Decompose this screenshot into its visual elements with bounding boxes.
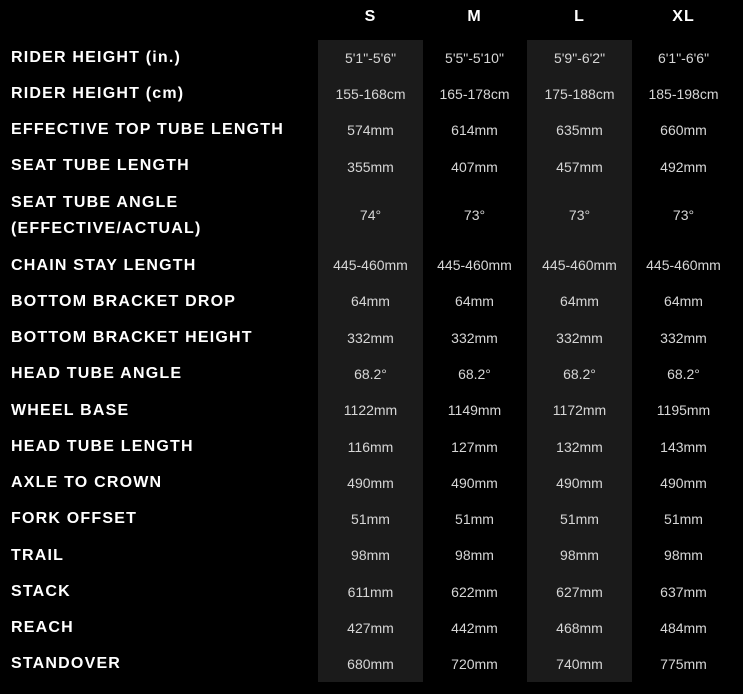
table-cell-m: 720mm — [451, 656, 498, 672]
table-cell-xl: 64mm — [664, 293, 703, 309]
table-cell-xl: 332mm — [660, 330, 707, 346]
table-cell-s: 611mm — [347, 584, 394, 600]
row-label — [11, 361, 311, 387]
row-label — [11, 45, 311, 71]
table-cell-l: 68.2° — [563, 366, 596, 382]
table-cell-l: 64mm — [560, 293, 599, 309]
row-label-text: REACH — [11, 619, 74, 636]
table-cell-l: 627mm — [556, 584, 603, 600]
row-label — [11, 81, 311, 107]
table-cell-xl: 6'1"-6'6" — [657, 50, 710, 66]
row-label — [11, 434, 311, 460]
table-cell-s: 332mm — [347, 330, 394, 346]
table-cell-m: 51mm — [455, 511, 494, 527]
row-label-text: HEAD TUBE ANGLE — [11, 365, 183, 382]
table-cell-s: 64mm — [351, 293, 390, 309]
row-label-text: SEAT TUBE LENGTH — [11, 157, 190, 174]
table-cell-l: 490mm — [556, 475, 603, 491]
table-cell-l: 468mm — [556, 620, 603, 636]
table-cell-m: 332mm — [451, 330, 498, 346]
table-cell-m: 490mm — [451, 475, 498, 491]
row-label — [11, 398, 311, 424]
table-cell-m: 5'5"-5'10" — [445, 50, 504, 66]
row-label-text: WHEEL BASE — [11, 402, 130, 419]
row-label — [11, 153, 311, 179]
row-label-text: FORK OFFSET — [11, 510, 138, 527]
row-label-text: AXLE TO CROWN — [11, 474, 163, 491]
row-label-text: SEAT TUBE ANGLE — [11, 194, 179, 211]
table-cell-s: 5'1"-5'6" — [344, 50, 397, 66]
table-cell-l: 445-460mm — [542, 257, 617, 273]
table-cell-s: 427mm — [347, 620, 394, 636]
table-cell-m: 407mm — [451, 159, 498, 175]
table-cell-s: 98mm — [351, 547, 390, 563]
table-cell-m: 98mm — [455, 547, 494, 563]
row-label-text: CHAIN STAY LENGTH — [11, 257, 197, 274]
table-cell-l: 5'9"-6'2" — [553, 50, 606, 66]
table-cell-s: 1122mm — [343, 402, 398, 418]
table-cell-xl: 68.2° — [667, 366, 700, 382]
row-label-text: STACK — [11, 583, 71, 600]
table-cell-s: 355mm — [347, 159, 394, 175]
table-cell-l: 51mm — [560, 511, 599, 527]
table-cell-xl: 492mm — [660, 159, 707, 175]
table-cell-l: 635mm — [556, 122, 603, 138]
table-cell-xl: 660mm — [660, 122, 707, 138]
table-cell-m: 622mm — [451, 584, 498, 600]
table-cell-s: 155-168cm — [335, 86, 406, 102]
table-cell-s: 574mm — [347, 122, 394, 138]
row-label — [11, 543, 311, 569]
table-cell-xl: 775mm — [660, 656, 707, 672]
table-cell-m: 127mm — [451, 439, 498, 455]
size-header-xl: XL — [672, 8, 695, 25]
row-label-text: TRAIL — [11, 547, 65, 564]
row-label-text: EFFECTIVE TOP TUBE LENGTH — [11, 121, 284, 138]
table-cell-xl: 490mm — [660, 475, 707, 491]
row-label — [11, 325, 311, 351]
table-cell-xl: 143mm — [660, 439, 707, 455]
table-cell-l: 132mm — [556, 439, 603, 455]
size-header-row — [0, 8, 743, 36]
table-cell-xl: 73° — [672, 207, 695, 223]
table-cell-l: 73° — [568, 207, 591, 223]
table-cell-xl: 637mm — [660, 584, 707, 600]
table-cell-m: 445-460mm — [437, 257, 512, 273]
row-label-text: RIDER HEIGHT (cm) — [11, 85, 185, 102]
table-cell-xl: 185-198cm — [648, 86, 719, 102]
table-cell-xl: 484mm — [660, 620, 707, 636]
row-label — [11, 253, 311, 279]
size-header-m: M — [467, 8, 482, 25]
row-label — [11, 651, 311, 677]
table-cell-s: 680mm — [347, 656, 394, 672]
table-cell-l: 98mm — [560, 547, 599, 563]
row-label-text: BOTTOM BRACKET DROP — [11, 293, 237, 310]
table-cell-s: 68.2° — [354, 366, 387, 382]
table-cell-s: 74° — [359, 207, 382, 223]
row-label — [11, 190, 311, 242]
row-label-text: RIDER HEIGHT (in.) — [11, 49, 182, 66]
row-label — [11, 615, 311, 641]
table-cell-s: 51mm — [351, 511, 390, 527]
table-cell-xl: 98mm — [664, 547, 703, 563]
size-header-l: L — [574, 8, 585, 25]
table-cell-s: 445-460mm — [333, 257, 408, 273]
row-label-text: STANDOVER — [11, 655, 122, 672]
row-label-text: BOTTOM BRACKET HEIGHT — [11, 329, 253, 346]
table-cell-m: 64mm — [455, 293, 494, 309]
table-cell-s: 490mm — [347, 475, 394, 491]
row-label-text: HEAD TUBE LENGTH — [11, 438, 194, 455]
table-cell-m: 614mm — [451, 122, 498, 138]
table-cell-s: 116mm — [347, 439, 394, 455]
size-header-s: S — [364, 8, 377, 25]
table-cell-m: 73° — [463, 207, 486, 223]
row-label — [11, 289, 311, 315]
row-label — [11, 579, 311, 605]
table-cell-l: 457mm — [556, 159, 603, 175]
row-label-text-line2: (EFFECTIVE/ACTUAL) — [11, 220, 202, 237]
table-cell-m: 1149mm — [447, 402, 502, 418]
table-cell-m: 68.2° — [458, 366, 491, 382]
table-cell-l: 175-188cm — [544, 86, 615, 102]
table-cell-m: 165-178cm — [439, 86, 510, 102]
table-cell-m: 442mm — [451, 620, 498, 636]
table-cell-xl: 1195mm — [656, 402, 711, 418]
table-cell-l: 1172mm — [552, 402, 607, 418]
table-cell-l: 740mm — [556, 656, 603, 672]
table-cell-l: 332mm — [556, 330, 603, 346]
row-label — [11, 506, 311, 532]
row-label — [11, 117, 311, 143]
table-cell-xl: 51mm — [664, 511, 703, 527]
row-label — [11, 470, 311, 496]
table-cell-xl: 445-460mm — [646, 257, 721, 273]
